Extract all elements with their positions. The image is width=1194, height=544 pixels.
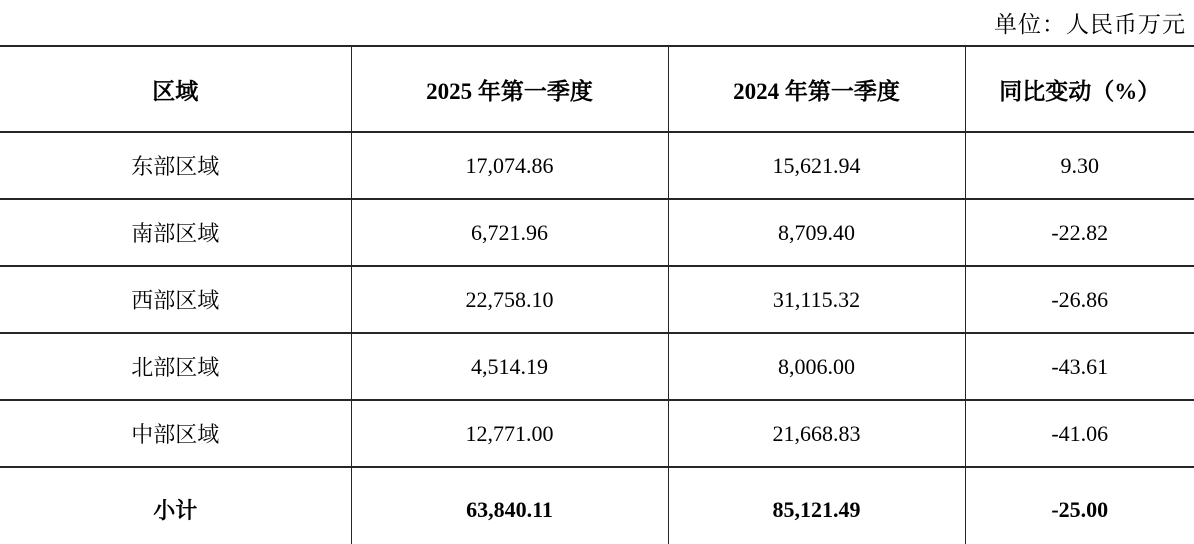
- q1-2025-cell: 4,514.19: [351, 333, 668, 400]
- yoy-cell: -22.82: [965, 199, 1194, 266]
- subtotal-label-cell: 小计: [0, 467, 351, 544]
- region-cell: 北部区域: [0, 333, 351, 400]
- region-cell: 南部区域: [0, 199, 351, 266]
- region-cell: 中部区域: [0, 400, 351, 467]
- region-cell: 西部区域: [0, 266, 351, 333]
- table-row-north: [0, 333, 1194, 400]
- subtotal-yoy-cell: -25.00: [965, 467, 1194, 544]
- yoy-cell: -43.61: [965, 333, 1194, 400]
- q1-2024-cell: 21,668.83: [668, 400, 965, 467]
- q1-2024-cell: 8,006.00: [668, 333, 965, 400]
- column-header-q1-2025: 2025 年第一季度: [351, 46, 668, 132]
- table-header-row: [0, 46, 1194, 132]
- yoy-cell: -26.86: [965, 266, 1194, 333]
- q1-2025-cell: 17,074.86: [351, 132, 668, 199]
- q1-2024-cell: 31,115.32: [668, 266, 965, 333]
- yoy-cell: -41.06: [965, 400, 1194, 467]
- q1-2025-cell: 22,758.10: [351, 266, 668, 333]
- unit-label: 单位：人民币万元: [994, 12, 1186, 37]
- table-row-central: [0, 400, 1194, 467]
- q1-2025-cell: 12,771.00: [351, 400, 668, 467]
- table-row-west: [0, 266, 1194, 333]
- yoy-cell: 9.30: [965, 132, 1194, 199]
- column-header-region: 区域: [0, 46, 351, 132]
- regional-quarterly-revenue-table: [0, 45, 1194, 544]
- q1-2025-cell: 6,721.96: [351, 199, 668, 266]
- subtotal-q1-2024-cell: 85,121.49: [668, 467, 965, 544]
- subtotal-q1-2025-cell: 63,840.11: [351, 467, 668, 544]
- column-header-q1-2024: 2024 年第一季度: [668, 46, 965, 132]
- table-row-south: [0, 199, 1194, 266]
- region-cell: 东部区域: [0, 132, 351, 199]
- q1-2024-cell: 15,621.94: [668, 132, 965, 199]
- column-header-yoy-change: 同比变动（%）: [965, 46, 1194, 132]
- q1-2024-cell: 8,709.40: [668, 199, 965, 266]
- table-row-subtotal: [0, 467, 1194, 544]
- table-row-east: [0, 132, 1194, 199]
